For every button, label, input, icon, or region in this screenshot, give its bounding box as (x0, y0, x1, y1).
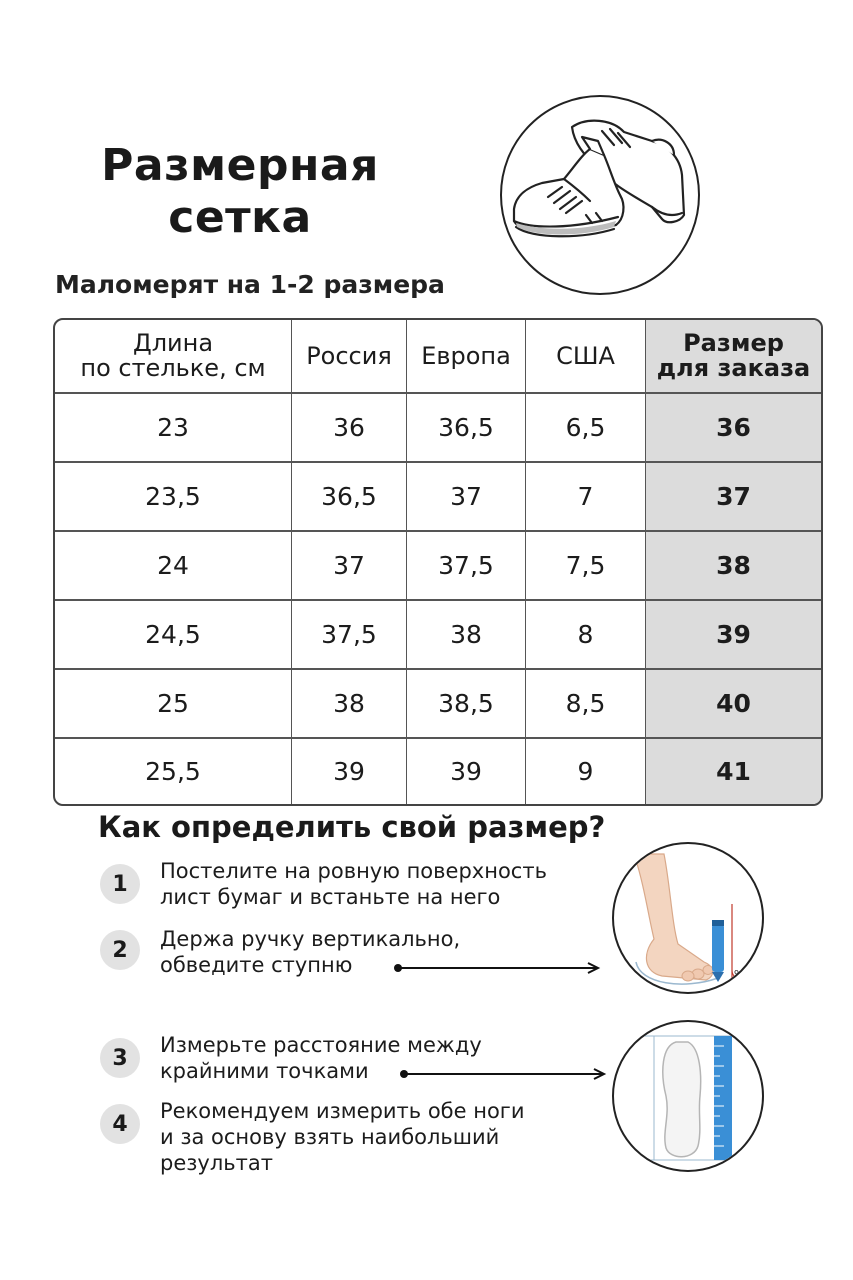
header-order-size-line2: для заказа (656, 354, 811, 382)
header-europe: Европа (407, 320, 526, 394)
header-insole-length-line2: по стельке, см (80, 354, 266, 382)
step-text-line: Держа ручку вертикально, (160, 927, 461, 951)
cell-order-size: 39 (646, 601, 821, 670)
table-row (55, 601, 821, 670)
header-russia: Россия (292, 320, 407, 394)
cell-order-size: 41 (646, 739, 821, 804)
step-text-line: результат (160, 1151, 273, 1175)
step-text-line: лист бумаг и встаньте на него (160, 885, 501, 909)
step-number-badge: 2 (100, 930, 140, 970)
cell-usa: 7 (526, 463, 646, 532)
cell-russia: 36 (292, 394, 407, 463)
header-insole-length (55, 320, 292, 394)
step-text-line: Постелите на ровную поверхность (160, 859, 547, 883)
size-chart-table (53, 318, 823, 806)
cell-length: 23 (55, 394, 292, 463)
cell-europe: 38,5 (407, 670, 526, 739)
foot-measure-icon (612, 1020, 764, 1172)
cell-europe: 36,5 (407, 394, 526, 463)
table-row (55, 463, 821, 532)
cell-usa: 9 (526, 739, 646, 804)
subtitle-note: Маломерят на 1-2 размера (55, 270, 445, 299)
cell-russia: 36,5 (292, 463, 407, 532)
foot-tracing-icon (612, 842, 764, 994)
angle-label: 90° (734, 969, 749, 978)
cell-usa: 7,5 (526, 532, 646, 601)
cell-europe: 39 (407, 739, 526, 804)
table-header-row (55, 320, 821, 394)
step-text (160, 1098, 525, 1176)
cell-length: 25,5 (55, 739, 292, 804)
table-row (55, 670, 821, 739)
cell-order-size: 38 (646, 532, 821, 601)
cell-russia: 37,5 (292, 601, 407, 670)
header-order-size (646, 320, 821, 394)
table-row (55, 532, 821, 601)
cell-russia: 39 (292, 739, 407, 804)
step-text-line: обведите ступню (160, 953, 353, 977)
step-number-badge: 4 (100, 1104, 140, 1144)
title-line-1: Размерная (101, 140, 379, 191)
table-row (55, 739, 821, 804)
cell-europe: 38 (407, 601, 526, 670)
step-text-line: крайними точками (160, 1059, 369, 1083)
cell-usa: 8,5 (526, 670, 646, 739)
step-number-badge: 3 (100, 1038, 140, 1078)
step-number-badge: 1 (100, 864, 140, 904)
header-usa: США (526, 320, 646, 394)
step-text-line: Измерьте расстояние между (160, 1033, 482, 1057)
cell-usa: 8 (526, 601, 646, 670)
cell-order-size: 37 (646, 463, 821, 532)
cell-europe: 37 (407, 463, 526, 532)
page-title (60, 140, 420, 244)
table-row (55, 394, 821, 463)
cell-order-size: 36 (646, 394, 821, 463)
arrow-to-illustration-icon (398, 1064, 610, 1084)
arrow-to-illustration-icon (392, 958, 604, 978)
cell-length: 25 (55, 670, 292, 739)
title-line-2: сетка (168, 192, 312, 243)
cell-russia: 37 (292, 532, 407, 601)
cell-europe: 37,5 (407, 532, 526, 601)
cell-length: 23,5 (55, 463, 292, 532)
cell-russia: 38 (292, 670, 407, 739)
cell-length: 24 (55, 532, 292, 601)
header-insole-length-line1: Длина (132, 329, 214, 357)
step-text-line: и за основу взять наибольший (160, 1125, 500, 1149)
howto-title: Как определить свой размер? (98, 810, 606, 844)
step-text (160, 858, 547, 910)
sneakers-icon (500, 95, 700, 295)
step-text-line: Рекомендуем измерить обе ноги (160, 1099, 525, 1123)
cell-order-size: 40 (646, 670, 821, 739)
header-order-size-line1: Размер (683, 329, 784, 357)
cell-usa: 6,5 (526, 394, 646, 463)
cell-length: 24,5 (55, 601, 292, 670)
